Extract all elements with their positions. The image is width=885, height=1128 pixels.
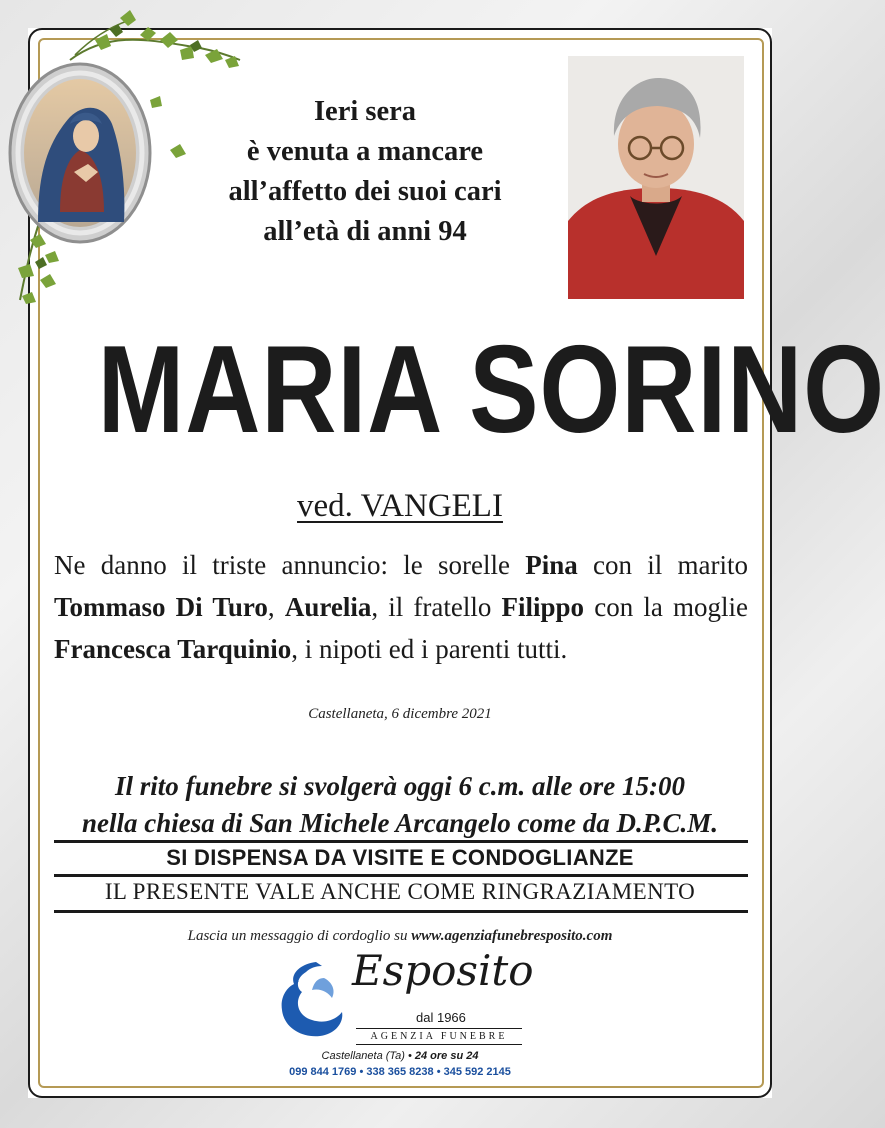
divider [54, 910, 748, 913]
announcement [54, 544, 748, 670]
agency-since: dal 1966 [416, 1010, 466, 1025]
condolence-message [0, 928, 800, 945]
announce-text: , [267, 592, 285, 622]
relative-name: Filippo [501, 592, 585, 622]
intro-text [200, 92, 530, 252]
relative-name: Aurelia [284, 592, 372, 622]
relative-name: Tommaso Di Turo [54, 592, 268, 622]
agency-location [0, 1050, 800, 1062]
agency-phones[interactable]: 099 844 1769 • 338 365 8238 • 345 592 2145 [289, 1066, 511, 1078]
intro-line-3: all’affetto dei suoi cari [228, 176, 502, 207]
intro-line-4: all’età di anni 94 [263, 216, 467, 247]
place-date: Castellaneta, 6 dicembre 2021 [308, 706, 492, 722]
madonna-oval-portrait [8, 62, 152, 244]
no-visits-notice: SI DISPENSA DA VISITE E CONDOGLIANZE [166, 845, 634, 870]
agency-brand: Esposito [352, 946, 534, 995]
widow-of-text: ved. VANGELI [297, 488, 503, 524]
thanks-notice: IL PRESENTE VALE ANCHE COME RINGRAZIAMENTO [104, 879, 696, 904]
deceased-name: MARIA SORINO [97, 321, 885, 459]
message-text: Lascia un messaggio di cordoglio su [187, 928, 412, 944]
announcement-line-3 [54, 628, 748, 670]
announce-text: , il fratello [371, 592, 502, 622]
announce-text: con il marito [577, 550, 749, 580]
deceased-photo [568, 56, 744, 299]
widow-of-line [0, 488, 800, 525]
announce-text: , i nipoti ed i parenti tutti. [291, 634, 568, 664]
announcement-line-2 [54, 586, 748, 628]
intro-line-2: è venuta a mancare [246, 136, 484, 167]
divider [54, 874, 748, 877]
rite-line-1: Il rito funebre si svolgerà oggi 6 c.m. alle ore 15:00 [115, 771, 685, 801]
rite-line-2: nella chiesa di San Michele Arcangelo come da D.P.C.M. [81, 808, 718, 838]
agency-type: AGENZIA FUNEBRE [356, 1028, 522, 1045]
announce-text: Ne danno il triste annuncio: le sorelle [54, 550, 526, 580]
announce-text: con la moglie [584, 592, 749, 622]
esposito-logo-mark [276, 958, 346, 1040]
intro-line-1: Ieri sera [313, 96, 417, 127]
hours-text: 24 ore su 24 [414, 1050, 479, 1062]
announcement-line-1 [54, 544, 748, 586]
location-text: Castellaneta (Ta) • [321, 1050, 415, 1062]
sister-name: Pina [525, 550, 578, 580]
divider [54, 840, 748, 843]
relative-name: Francesca Tarquinio [54, 634, 292, 664]
condolence-link[interactable]: www.agenziafunebresposito.com [411, 928, 613, 944]
funeral-rite [0, 768, 800, 842]
